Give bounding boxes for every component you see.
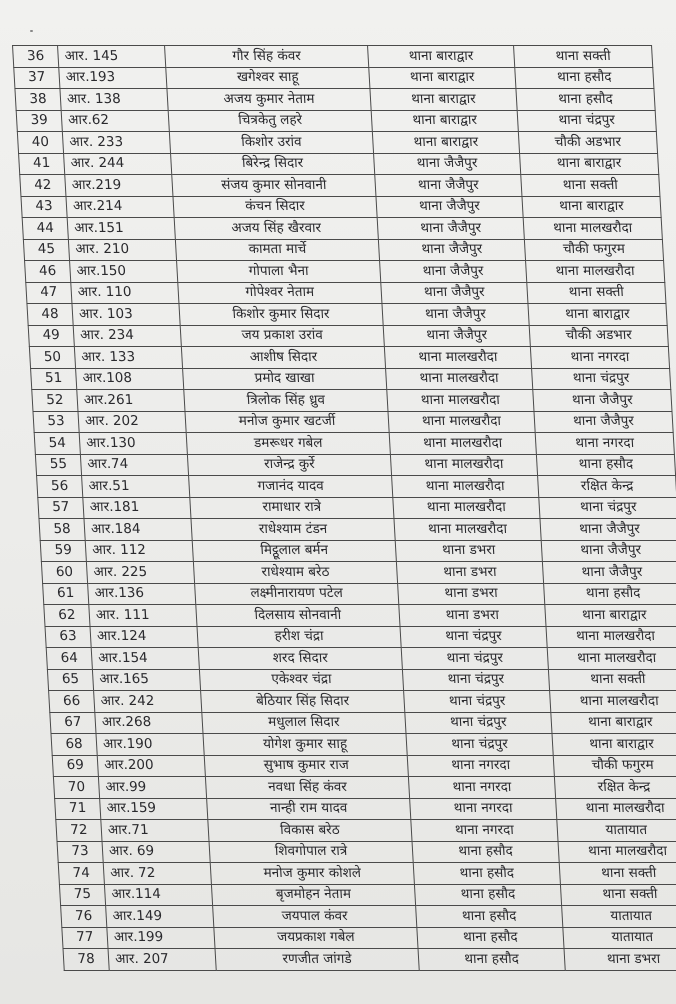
current-posting-cell: थाना मालखरौदा xyxy=(393,497,540,519)
employee-name-cell: गोपाला भैना xyxy=(177,261,381,283)
constable-number-cell: आर. 103 xyxy=(72,304,180,326)
new-posting-cell: रक्षित केन्द्र xyxy=(538,476,676,498)
table-row xyxy=(55,798,676,820)
serial-number-cell: 74 xyxy=(58,863,104,885)
current-posting-cell: थाना नगरदा xyxy=(411,820,558,842)
current-posting-cell: थाना नगरदा xyxy=(407,755,554,777)
new-posting-cell: थाना सक्ती xyxy=(527,282,666,304)
employee-name-cell: गोपेश्वर नेताम xyxy=(178,282,382,304)
serial-number-cell: 57 xyxy=(38,497,84,519)
serial-number-cell: 77 xyxy=(62,927,108,949)
serial-number-cell: 62 xyxy=(44,605,90,627)
transfer-list-table xyxy=(12,45,676,971)
table-row xyxy=(46,648,676,670)
serial-number-cell: 55 xyxy=(35,454,81,476)
table-row xyxy=(62,927,676,949)
employee-name-cell: मधुलाल सिदार xyxy=(202,712,406,734)
serial-number-cell: 41 xyxy=(19,153,65,175)
new-posting-cell: थाना बाराद्वार xyxy=(551,712,676,734)
table-row xyxy=(19,153,659,175)
employee-name-cell: जयप्रकाश गबेल xyxy=(214,927,418,949)
new-posting-cell: थाना मालखरौदा xyxy=(556,798,676,820)
current-posting-cell: थाना नगरदा xyxy=(408,777,555,799)
employee-name-cell: मनोज कुमार कोशले xyxy=(210,863,414,885)
current-posting-cell: थाना जैजैपुर xyxy=(383,325,530,347)
constable-number-cell: आर. 202 xyxy=(78,411,186,433)
current-posting-cell: थाना मालखरौदा xyxy=(387,390,534,412)
table-row xyxy=(22,218,662,240)
table-row xyxy=(61,906,676,928)
serial-number-cell: 64 xyxy=(46,648,92,670)
employee-name-cell: विकास बरेठ xyxy=(208,820,412,842)
employee-name-cell: राधेश्याम बरेठ xyxy=(193,562,397,584)
employee-name-cell: सुभाष कुमार राज xyxy=(204,755,408,777)
new-posting-cell: थाना सक्ती xyxy=(521,175,660,197)
serial-number-cell: 75 xyxy=(59,884,105,906)
table-row xyxy=(14,67,654,89)
current-posting-cell: थाना जैजैपुर xyxy=(378,239,525,261)
current-posting-cell: थाना चंद्रपुर xyxy=(406,734,553,756)
table-row xyxy=(20,175,660,197)
constable-number-cell: आर. 225 xyxy=(86,562,194,584)
serial-number-cell: 67 xyxy=(50,712,96,734)
current-posting-cell: थाना मालखरौदा xyxy=(384,347,531,369)
serial-number-cell: 73 xyxy=(57,841,103,863)
employee-name-cell: संजय कुमार सोनवानी xyxy=(172,175,376,197)
table-row xyxy=(63,949,676,971)
current-posting-cell: थाना बाराद्वार xyxy=(371,110,518,132)
employee-name-cell: मिट्ठूलाल बर्मन xyxy=(192,540,396,562)
table-row xyxy=(45,626,676,648)
serial-number-cell: 71 xyxy=(55,798,101,820)
new-posting-cell: चौकी फगुरम xyxy=(524,239,663,261)
current-posting-cell: थाना डभरा xyxy=(399,605,546,627)
employee-name-cell: नवधा सिंह कंवर xyxy=(205,777,409,799)
current-posting-cell: थाना जैजैपुर xyxy=(376,196,523,218)
table-row xyxy=(47,669,676,691)
new-posting-cell: थाना जैजैपुर xyxy=(542,562,676,584)
new-posting-cell: यातायात xyxy=(557,820,676,842)
new-posting-cell: थाना बाराद्वार xyxy=(520,153,659,175)
constable-number-cell: आर. 133 xyxy=(74,347,182,369)
constable-number-cell: आर.99 xyxy=(98,777,206,799)
constable-number-cell: आर.71 xyxy=(101,820,209,842)
new-posting-cell: थाना चंद्रपुर xyxy=(517,110,656,132)
current-posting-cell: थाना मालखरौदा xyxy=(386,368,533,390)
constable-number-cell: आर.151 xyxy=(67,218,175,240)
constable-number-cell: आर.154 xyxy=(91,648,199,670)
constable-number-cell: आर.268 xyxy=(95,712,203,734)
new-posting-cell: थाना नगरदा xyxy=(530,347,669,369)
serial-number-cell: 50 xyxy=(29,347,75,369)
constable-number-cell: आर.114 xyxy=(104,884,212,906)
new-posting-cell: थाना चंद्रपुर xyxy=(539,497,676,519)
constable-number-cell: आर. 234 xyxy=(73,325,181,347)
constable-number-cell: आर.219 xyxy=(65,175,173,197)
table-row xyxy=(57,841,676,863)
current-posting-cell: थाना मालखरौदा xyxy=(388,411,535,433)
constable-number-cell: आर. 138 xyxy=(60,89,168,111)
employee-name-cell: हरीश चंद्रा xyxy=(197,626,401,648)
scan-speck xyxy=(30,30,33,32)
employee-name-cell: डमरूधर गबेल xyxy=(186,433,390,455)
employee-name-cell: गौर सिंह कंवर xyxy=(165,46,369,68)
current-posting-cell: थाना डभरा xyxy=(395,540,542,562)
serial-number-cell: 60 xyxy=(41,562,87,584)
serial-number-cell: 39 xyxy=(16,110,62,132)
table-row xyxy=(17,132,657,154)
serial-number-cell: 51 xyxy=(31,368,77,390)
new-posting-cell: थाना हसौद xyxy=(544,583,676,605)
constable-number-cell: आर.130 xyxy=(79,433,187,455)
constable-number-cell: आर.159 xyxy=(100,798,208,820)
constable-number-cell: आर.62 xyxy=(61,110,169,132)
constable-number-cell: आर. 210 xyxy=(68,239,176,261)
new-posting-cell: थाना जैजैपुर xyxy=(540,519,676,541)
serial-number-cell: 68 xyxy=(51,734,97,756)
current-posting-cell: थाना जैजैपुर xyxy=(377,218,524,240)
constable-number-cell: आर.184 xyxy=(84,519,192,541)
constable-number-cell: आर.193 xyxy=(59,67,167,89)
table-row xyxy=(32,390,672,412)
new-posting-cell: थाना सक्ती xyxy=(548,669,676,691)
new-posting-cell: यातायात xyxy=(563,927,676,949)
new-posting-cell: थाना बाराद्वार xyxy=(522,196,661,218)
serial-number-cell: 70 xyxy=(53,777,99,799)
current-posting-cell: थाना बाराद्वार xyxy=(370,89,517,111)
serial-number-cell: 49 xyxy=(28,325,74,347)
employee-name-cell: एकेश्वर चंद्रा xyxy=(199,669,403,691)
current-posting-cell: थाना बाराद्वार xyxy=(369,67,516,89)
current-posting-cell: थाना डभरा xyxy=(396,562,543,584)
serial-number-cell: 46 xyxy=(25,261,71,283)
serial-number-cell: 44 xyxy=(22,218,68,240)
constable-number-cell: आर. 112 xyxy=(85,540,193,562)
serial-number-cell: 52 xyxy=(32,390,78,412)
employee-name-cell: लक्ष्मीनारायण पटेल xyxy=(195,583,399,605)
table-row xyxy=(26,282,666,304)
new-posting-cell: थाना मालखरौदा xyxy=(526,261,665,283)
new-posting-cell: चौकी अडभार xyxy=(529,325,668,347)
employee-name-cell: रणजीत जांगडे xyxy=(215,949,419,971)
new-posting-cell: थाना बाराद्वार xyxy=(545,605,676,627)
new-posting-cell: थाना हसौद xyxy=(515,67,654,89)
constable-number-cell: आर.199 xyxy=(107,927,215,949)
table-row xyxy=(38,497,676,519)
table-row xyxy=(50,712,676,734)
table-row xyxy=(37,476,676,498)
employee-name-cell: किशोर कुमार सिदार xyxy=(179,304,383,326)
employee-name-cell: राजेन्द्र कुर्रे xyxy=(187,454,391,476)
new-posting-cell: थाना बाराद्वार xyxy=(528,304,667,326)
employee-name-cell: शरद सिदार xyxy=(198,648,402,670)
serial-number-cell: 36 xyxy=(13,46,59,68)
employee-name-cell: अजय सिंह खैरवार xyxy=(174,218,378,240)
new-posting-cell: चौकी अडभार xyxy=(518,132,657,154)
constable-number-cell: आर. 111 xyxy=(89,605,197,627)
current-posting-cell: थाना चंद्रपुर xyxy=(404,691,551,713)
new-posting-cell: थाना सक्ती xyxy=(514,46,653,68)
serial-number-cell: 72 xyxy=(56,820,102,842)
table-row xyxy=(56,820,676,842)
current-posting-cell: थाना जैजैपुर xyxy=(374,153,521,175)
constable-number-cell: आर.74 xyxy=(80,454,188,476)
constable-number-cell: आर. 110 xyxy=(71,282,179,304)
current-posting-cell: थाना बाराद्वार xyxy=(368,46,515,68)
table-row xyxy=(25,261,665,283)
employee-name-cell: बेठियार सिंह सिदार xyxy=(201,691,405,713)
table-row xyxy=(51,734,676,756)
table-row xyxy=(41,562,676,584)
current-posting-cell: थाना हसौद xyxy=(412,841,559,863)
table-row xyxy=(21,196,661,218)
constable-number-cell: आर. 242 xyxy=(94,691,202,713)
serial-number-cell: 48 xyxy=(27,304,73,326)
serial-number-cell: 54 xyxy=(34,433,80,455)
new-posting-cell: थाना मालखरौदा xyxy=(523,218,662,240)
table-row xyxy=(44,605,676,627)
constable-number-cell: आर. 145 xyxy=(58,46,166,68)
new-posting-cell: थाना जैजैपुर xyxy=(534,411,673,433)
transfer-list-body xyxy=(13,46,676,971)
employee-name-cell: रामाधार रात्रे xyxy=(190,497,394,519)
table-row xyxy=(40,540,676,562)
serial-number-cell: 45 xyxy=(23,239,69,261)
employee-name-cell: नान्ही राम यादव xyxy=(207,798,411,820)
new-posting-cell: थाना मालखरौदा xyxy=(546,626,676,648)
constable-number-cell: आर. 72 xyxy=(103,863,211,885)
serial-number-cell: 53 xyxy=(33,411,79,433)
new-posting-cell: थाना मालखरौदा xyxy=(558,841,676,863)
new-posting-cell: थाना हसौद xyxy=(516,89,655,111)
employee-name-cell: शिवगोपाल रात्रे xyxy=(209,841,413,863)
current-posting-cell: थाना डभरा xyxy=(398,583,545,605)
table-row xyxy=(39,519,676,541)
new-posting-cell: थाना मालखरौदा xyxy=(550,691,676,713)
employee-name-cell: मनोज कुमार खटर्जी xyxy=(185,411,389,433)
table-row xyxy=(29,347,669,369)
constable-number-cell: आर. 233 xyxy=(62,132,170,154)
table-row xyxy=(23,239,663,261)
current-posting-cell: थाना जैजैपुर xyxy=(381,282,528,304)
new-posting-cell: थाना हसौद xyxy=(536,454,675,476)
table-row xyxy=(15,89,655,111)
current-posting-cell: थाना चंद्रपुर xyxy=(401,648,548,670)
serial-number-cell: 56 xyxy=(37,476,83,498)
constable-number-cell: आर.181 xyxy=(83,497,191,519)
table-row xyxy=(13,46,653,68)
new-posting-cell: थाना डभरा xyxy=(564,949,676,971)
current-posting-cell: थाना हसौद xyxy=(413,863,560,885)
employee-name-cell: जय प्रकाश उरांव xyxy=(180,325,384,347)
employee-name-cell: राधेश्याम टंडन xyxy=(191,519,395,541)
constable-number-cell: आर. 244 xyxy=(64,153,172,175)
current-posting-cell: थाना हसौद xyxy=(416,906,563,928)
table-row xyxy=(52,755,676,777)
employee-name-cell: योगेश कुमार साहू xyxy=(203,734,407,756)
constable-number-cell: आर.165 xyxy=(92,669,200,691)
employee-name-cell: बृजमोहन नेताम xyxy=(211,884,415,906)
constable-number-cell: आर.51 xyxy=(82,476,190,498)
serial-number-cell: 42 xyxy=(20,175,66,197)
table-row xyxy=(16,110,656,132)
current-posting-cell: थाना हसौद xyxy=(417,927,564,949)
employee-name-cell: आशीष सिदार xyxy=(181,347,385,369)
serial-number-cell: 69 xyxy=(52,755,98,777)
serial-number-cell: 47 xyxy=(26,282,72,304)
serial-number-cell: 37 xyxy=(14,67,60,89)
employee-name-cell: बिरेन्द्र सिदार xyxy=(171,153,375,175)
serial-number-cell: 58 xyxy=(39,519,85,541)
current-posting-cell: थाना जैजैपुर xyxy=(375,175,522,197)
table-row xyxy=(53,777,676,799)
employee-name-cell: गजानंद यादव xyxy=(189,476,393,498)
table-row xyxy=(49,691,676,713)
employee-name-cell: खगेश्वर साहू xyxy=(166,67,370,89)
constable-number-cell: आर.190 xyxy=(96,734,204,756)
constable-number-cell: आर.261 xyxy=(77,390,185,412)
current-posting-cell: थाना मालखरौदा xyxy=(390,454,537,476)
constable-number-cell: आर. 207 xyxy=(108,949,216,971)
new-posting-cell: थाना चंद्रपुर xyxy=(532,368,671,390)
new-posting-cell: थाना सक्ती xyxy=(559,863,676,885)
serial-number-cell: 40 xyxy=(17,132,63,154)
table-row xyxy=(59,884,676,906)
employee-name-cell: चित्रकेतु लहरे xyxy=(168,110,372,132)
employee-name-cell: अजय कुमार नेताम xyxy=(167,89,371,111)
current-posting-cell: थाना चंद्रपुर xyxy=(400,626,547,648)
employee-name-cell: प्रमोद खाखा xyxy=(183,368,387,390)
current-posting-cell: थाना हसौद xyxy=(414,884,561,906)
new-posting-cell: थाना सक्ती xyxy=(560,884,676,906)
table-row xyxy=(35,454,675,476)
current-posting-cell: थाना चंद्रपुर xyxy=(405,712,552,734)
table-row xyxy=(34,433,674,455)
serial-number-cell: 66 xyxy=(49,691,95,713)
employee-name-cell: जयपाल कंवर xyxy=(213,906,417,928)
new-posting-cell: थाना मालखरौदा xyxy=(547,648,676,670)
current-posting-cell: थाना जैजैपुर xyxy=(380,261,527,283)
new-posting-cell: थाना जैजैपुर xyxy=(533,390,672,412)
employee-name-cell: त्रिलोक सिंह ध्रुव xyxy=(184,390,388,412)
constable-number-cell: आर.124 xyxy=(90,626,198,648)
employee-name-cell: कामता मार्चे xyxy=(175,239,379,261)
constable-number-cell: आर.214 xyxy=(66,196,174,218)
serial-number-cell: 61 xyxy=(43,583,89,605)
new-posting-cell: थाना नगरदा xyxy=(535,433,674,455)
table-row xyxy=(43,583,676,605)
current-posting-cell: थाना हसौद xyxy=(418,949,565,971)
serial-number-cell: 76 xyxy=(61,906,107,928)
serial-number-cell: 65 xyxy=(47,669,93,691)
new-posting-cell: थाना जैजैपुर xyxy=(541,540,676,562)
current-posting-cell: थाना मालखरौदा xyxy=(389,433,536,455)
current-posting-cell: थाना बाराद्वार xyxy=(372,132,519,154)
constable-number-cell: आर.136 xyxy=(88,583,196,605)
new-posting-cell: रक्षित केन्द्र xyxy=(554,777,676,799)
current-posting-cell: थाना मालखरौदा xyxy=(392,476,539,498)
current-posting-cell: थाना जैजैपुर xyxy=(382,304,529,326)
serial-number-cell: 78 xyxy=(63,949,109,971)
employee-name-cell: दिलसाय सोनवानी xyxy=(196,605,400,627)
serial-number-cell: 59 xyxy=(40,540,86,562)
table-row xyxy=(28,325,668,347)
current-posting-cell: थाना नगरदा xyxy=(410,798,557,820)
new-posting-cell: चौकी फगुरम xyxy=(553,755,676,777)
employee-name-cell: कंचन सिदार xyxy=(173,196,377,218)
new-posting-cell: यातायात xyxy=(562,906,676,928)
table-row xyxy=(27,304,667,326)
serial-number-cell: 63 xyxy=(45,626,91,648)
current-posting-cell: थाना चंद्रपुर xyxy=(402,669,549,691)
serial-number-cell: 43 xyxy=(21,196,67,218)
current-posting-cell: थाना मालखरौदा xyxy=(394,519,541,541)
table-row xyxy=(58,863,676,885)
constable-number-cell: आर.108 xyxy=(76,368,184,390)
constable-number-cell: आर.200 xyxy=(97,755,205,777)
table-row xyxy=(31,368,671,390)
employee-name-cell: किशोर उरांव xyxy=(169,132,373,154)
constable-number-cell: आर. 69 xyxy=(102,841,210,863)
serial-number-cell: 38 xyxy=(15,89,61,111)
constable-number-cell: आर.150 xyxy=(70,261,178,283)
new-posting-cell: थाना बाराद्वार xyxy=(552,734,676,756)
constable-number-cell: आर.149 xyxy=(106,906,214,928)
table-row xyxy=(33,411,673,433)
